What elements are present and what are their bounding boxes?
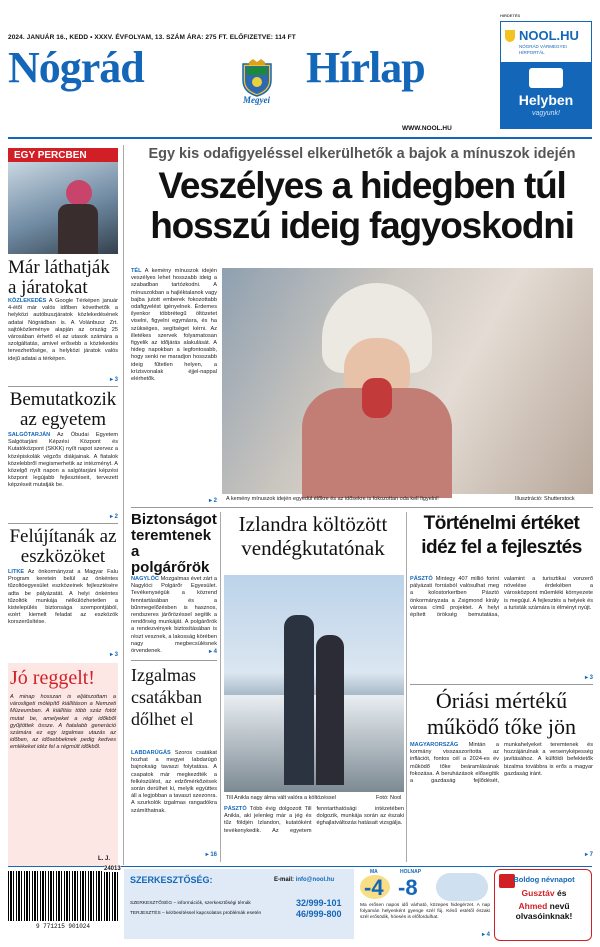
col3-sep	[410, 684, 593, 685]
weather-today-label: MA	[370, 869, 378, 875]
col1-ref: 4	[213, 649, 217, 655]
arrow-right-icon: ▸	[584, 675, 590, 681]
nool-shield-icon	[505, 30, 515, 42]
s1-lead: KÖZLEKEDÉS	[8, 298, 47, 304]
sidebar-divider	[123, 145, 124, 865]
person-body-shape	[58, 204, 98, 254]
col2-body: Több évig dolgozott Till Anikla, aki jelenleg már a jég és tűz földjén Izlandon, kutatóként tevékenykedik. Az egyetem fenntarthatósági intézetében dolgozik, munkája során az északi éghajlatváltozás hatásait vizsgálja.	[224, 806, 404, 834]
email-row[interactable]	[274, 877, 334, 883]
main-photo	[222, 268, 593, 494]
col2-text	[224, 806, 404, 862]
col3-title2[interactable]: Óriási mértékű működő tőke jön	[426, 688, 577, 739]
arrow-right-icon: ▸	[584, 852, 590, 858]
nameday-box	[494, 869, 592, 941]
col1b-title[interactable]: Izgalmas csatákban dőlhet el	[131, 665, 202, 729]
s1-text	[8, 298, 118, 364]
barcode-bars	[8, 871, 118, 921]
ad-slogan2: vagyunk!	[531, 110, 561, 117]
col1-lead: NAGYLÓC	[131, 576, 159, 582]
s1-page-ref[interactable]	[8, 376, 118, 383]
dateline: 2024. JANUÁR 16., KEDD • XXXV. ÉVFOLYAM, 13. SZÁM ÁRA: 275 FT. ELŐFIZETVE: 114 FT	[8, 34, 296, 41]
col2-title[interactable]: Izlandra költözött vendégkutatónak	[238, 512, 388, 560]
arrow-right-icon: ▸	[109, 514, 115, 520]
editorial-box	[124, 869, 354, 939]
gloves-shape	[362, 378, 392, 418]
col1-text	[131, 576, 217, 655]
nameday-and: és	[556, 888, 567, 898]
col3-body: Mintegy 407 millió forint pályázati forrásból valósulhat meg a kolostorkertben Pásztó önkormányzata a Zsigmond király városa című projektet. A helyi épített örökség bemutatása, valamint a turisztikai vonzerő növelése érdekében a városközpont műemléki környezete is megújul. A fejlesztés a helyiek és a turisták számára is élményt nyújt.	[410, 576, 593, 619]
s3-page-ref[interactable]	[8, 651, 118, 658]
col1b-page-ref[interactable]	[131, 851, 217, 858]
col2-photo	[224, 575, 404, 792]
col3-title[interactable]: Történelmi értéket idéz fel a fejlesztés	[421, 513, 582, 558]
s2-title[interactable]: Bemutatkozik az egyetem	[9, 389, 117, 430]
sidebar-tag: EGY PERCBEN	[8, 148, 118, 163]
editorial-line2: TERJESZTÉS – kézbesítéssel kapcsolatos problémák esetén	[130, 911, 262, 916]
arrow-right-icon: ▸	[205, 852, 211, 858]
barcode	[8, 871, 118, 937]
col-divider-1	[220, 512, 221, 862]
weather-tomorrow-label: HOLNAP	[400, 869, 422, 875]
col1b-lead: LABDARÚGÁS	[131, 750, 171, 756]
col3-page-ref[interactable]	[410, 674, 593, 681]
col3-text	[410, 576, 593, 676]
s3-body: Az önkormányzat a Magyar Falu Program keretein belül az önkéntes tűzoltóegyesület eszközeinek fejlesztésére adta be pályázatát. A helyi önkéntes tűzoltók munkája nélkülözhetetlen a kistelepülés biztonsága szempontjából, ezért kiemelt feladat az eszközök korszerűsítése.	[8, 569, 118, 626]
nameday-1-row	[495, 888, 593, 898]
county-seal-icon	[237, 58, 277, 98]
email-label: E-mail:	[274, 877, 295, 883]
col3-text2	[410, 742, 593, 850]
issue-code: 24013	[104, 866, 121, 872]
weather-text: Ma erősen napos idő várható, közepes hidegérzet. A nap folyamán helyenként gyenge szél fúj. Késő estétől északi szél erősödik, hóesés is előfordulhat.	[360, 903, 490, 920]
person-hat-shape	[66, 180, 92, 206]
nameday-2: Ahmed	[518, 901, 548, 911]
sidebar-sep-2	[8, 523, 118, 524]
temp-tomorrow: -8	[398, 875, 418, 900]
masthead-title-right: Hírlap	[306, 43, 425, 92]
sidebar-photo	[8, 162, 118, 254]
col3-body2: Mintán a kormány visszaszorította az inflációt, fontos cél a 2024-es év működő tőke beáramlásának fokozása. A beruházások elősegítik a gazdaság fejlődését, munkahelyeket teremtenek és hozzájárulnak a versenyképesség javításához. A külföldi befektetők bizalma továbbra is erős a magyar gazdaság iránt.	[410, 742, 593, 785]
main-ref: 2	[213, 498, 217, 504]
weather-page-ref[interactable]	[360, 931, 490, 938]
footer-rule	[8, 866, 592, 867]
col1-title[interactable]: Biztonságot teremtenek a polgárőrök	[131, 511, 217, 576]
col1b-text	[131, 750, 217, 850]
pointing-hand-icon	[529, 68, 563, 88]
col1-sep	[131, 660, 217, 661]
s3-text	[8, 569, 118, 641]
seal-label: Megyei	[243, 95, 270, 105]
ad-slogan: Helyben	[518, 92, 574, 108]
col1b-ref: 16	[210, 852, 217, 858]
col1-page-ref[interactable]	[131, 648, 217, 655]
s4-text: A minap hosszan is eljátszottam a városligeti mólépítő kiállításon a Nemzeti Múzeumban. A kiállítás több száz fotót mutat be, amelyeket a régi időkből gyűjtöttek össze. A fiatalabb generáció számára ez egy izgalmas utazás az időben, az idősebbeknek pedig kedves emlékeket idéz fel a régmúlt időkből.	[10, 694, 116, 751]
ad-sub1: NÓGRÁD VÁRMEGYEI	[519, 44, 567, 49]
main-headline-1[interactable]: Veszélyes a hidegben túl	[158, 165, 566, 206]
s3-lead: LITKE	[8, 569, 25, 575]
nool-ad[interactable]	[500, 21, 592, 129]
ad-panel	[501, 62, 591, 128]
col3-lead2: MAGYARORSZÁG	[410, 742, 459, 748]
nameday-1: Gusztáv	[521, 888, 555, 898]
phone2[interactable]: 46/999-800	[296, 909, 342, 919]
col3-page-ref2[interactable]	[410, 851, 593, 858]
col-divider-2	[406, 512, 407, 862]
main-photo-caption: A kemény mínuszok idején egyedül élőkre és az idősekre is fokozottan oda kell figyelni!	[226, 496, 439, 502]
nameday-2-row	[495, 901, 593, 921]
s3-title[interactable]: Felújítanák az eszközöket	[9, 526, 117, 567]
barcode-number: 9 771215 901024	[35, 923, 90, 930]
ad-tag: HIRDETÉS	[500, 13, 521, 18]
email-value: info@nool.hu	[295, 877, 335, 883]
editorial-line1: SZERKESZTŐSÉG – információk, szerkesztőségi témák	[130, 901, 251, 906]
person-right-shape	[316, 635, 344, 785]
col3-ref: 3	[589, 675, 593, 681]
masthead-rule	[8, 137, 592, 139]
col1b-body: Szoros csatákat hozhat a megyei labdarúgó bajnokság tavaszi folytatása. A csapatok már megkezdték a felkészülést, az edzőmérkőzések során derülhet ki, melyik együttes áll a legjobban a tavaszi szezonra. A szurkolók izgalmas rangadókra számíthatnak.	[131, 750, 217, 814]
editorial-label: SZERKESZTŐSÉG:	[130, 875, 213, 885]
col1-body: Mozgalmas évet zárt a Nagylóci Polgárőr Egyesület. Tevékenységük a közrend fenntartásában és a bűnmegelőzésben is hasznos, rendszeres járőrözéssel segítik a rendőrség munkáját. A polgárőrök a rendezvények biztosításában is részt vesznek, a lakosság körében nagy megbecsülésnek örvendenek.	[131, 576, 217, 655]
main-photo-credit: Illusztráció: Shutterstock	[515, 496, 575, 502]
s4-title[interactable]: Jó reggelt!	[10, 667, 95, 689]
main-headline-2[interactable]: hosszú ideig fagyoskodni	[150, 205, 574, 246]
arrow-right-icon: ▸	[109, 652, 115, 658]
masthead-title-left: Nógrád	[8, 43, 144, 92]
main-kicker: Egy kis odafigyeléssel elkerülhetők a bajok a mínuszok idején	[148, 146, 576, 162]
s2-ref: 2	[114, 514, 118, 520]
nameday-3: nevű olvasóinknak!	[515, 901, 573, 921]
s2-page-ref[interactable]	[8, 513, 118, 520]
col3-lead: PÁSZTÓ	[410, 576, 433, 582]
snow-ground-shape	[224, 695, 404, 792]
s1-ref: 3	[114, 377, 118, 383]
col2-lead: PÁSZTÓ	[224, 806, 247, 812]
phone1[interactable]: 32/999-101	[296, 898, 342, 908]
ad-brand: NOOL.HU	[519, 28, 579, 43]
main-page-ref[interactable]	[131, 497, 217, 504]
arrow-right-icon: ▸	[208, 498, 214, 504]
s2-body: Az Óbudai Egyetem Salgótarjáni Képzési Központ és Kutatóközpont (SKKK) nyílt napot szervez a középiskolák végzős diákjainak. A fiatalok közelebbről megismerhetik az intézményt. A közelgő nyílt napon a salgótarjáni képzési központ legújabb fejlesztéseit, tervezett képzéseit mutatják be.	[8, 432, 118, 489]
col3-ref2: 7	[589, 852, 593, 858]
s1-title[interactable]: Már láthatják a járatokat	[8, 257, 110, 298]
nameday-title: Boldog névnapot	[513, 875, 575, 884]
col2-photo-credit: Fotó: Nool	[376, 795, 402, 801]
s4-sign: L. J.	[98, 856, 111, 862]
main-body: A kemény mínuszok idején veszélyes lehet hosszabb ideig a szabadban tartózkodni. A mínuszokban a hajléktalanok vagy bajba jutott emberek fokozottabb odafigyelést igényelnek. Érdemes ilyenkor többrétegű öltözetet viselni, figyelni egymásra, és ha szükséges, segítséget kérni. Az illetékes szervek folyamatosan figyelik az időjárás alakulását. A hideg napokban a legfontosabb, hogy senki ne maradjon hosszabb ideig fűtetlen helyen, a krízisvonalak éjjel-nappal elérhetők.	[131, 268, 217, 383]
s3-ref: 3	[114, 652, 118, 658]
s2-text	[8, 432, 118, 504]
arrow-right-icon: ▸	[481, 932, 487, 938]
sidebar-sep-1	[8, 386, 118, 387]
weather-box	[360, 869, 490, 939]
main-text	[131, 268, 217, 496]
main-sep	[131, 507, 593, 508]
ad-sub2: HÍRPORTÁL	[519, 50, 545, 55]
s2-lead: SALGÓTARJÁN	[8, 432, 51, 438]
person-left-shape	[284, 615, 314, 785]
weather-ref: 4	[486, 932, 490, 938]
main-lead: TÉL	[131, 268, 142, 274]
temp-today: -4	[364, 875, 384, 900]
s1-body: A Google Térképen január 4-étől már valós időben követhetők a helyközi autóbuszjáratok közlekedésének adatai Nógrádban is. A Volánbusz Zrt. sajtóközleménye alapján az ország 25 városában érhető el az utasok számára a szolgáltatás, amivel erősebb a közlekedés tervezhetősége, a helyközi járatok valós idejű adatai a térképen.	[8, 298, 118, 362]
arrow-right-icon: ▸	[109, 377, 115, 383]
col2-photo-caption: Till Anikla nagy álma vált valóra a költözéssel	[226, 795, 336, 801]
arrow-right-icon: ▸	[208, 649, 214, 655]
masthead-url[interactable]: WWW.NOOL.HU	[402, 125, 452, 132]
cloud-icon	[436, 873, 488, 901]
